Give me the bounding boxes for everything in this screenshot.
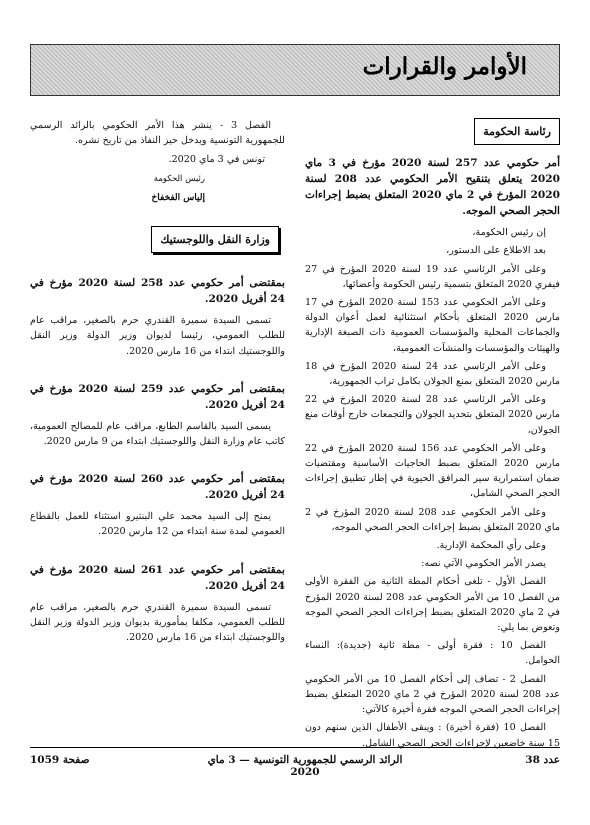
- decree-body: يمنح إلى السيد محمد علي البنتيرو استثناء للعمل بالقطاع العمومي لمدة سنة ابتداء من 12 مارس 2020.: [30, 511, 285, 538]
- decree-body: تسمى السيدة سميرة القندري حرم بالصغير، مراقب عام للطلب العمومي، رئيسا لديوان وزير الدولة وزير النقل واللوجستيك ابتداء من 16 مارس 2020.: [30, 315, 285, 357]
- banner-title: الأوامر والقرارات: [362, 53, 527, 80]
- journal-title: الرائد الرسمي للجمهورية التونسية — 3 ماي 2020: [207, 754, 403, 778]
- transport-section-label: وزارة النقل واللوجستيك: [151, 226, 279, 253]
- decree-paragraph: إن رئيس الحكومة،: [472, 227, 546, 239]
- decree-paragraph: الفصل 10 : فقرة أولى - مطة ثانية (جديدة): النساء الحوامل.: [305, 640, 560, 667]
- decree-paragraph: الفصل الأول - تلغى أحكام المطة الثانية من الفقرة الأولى من الفصل 10 من الأمر الحكومي عدد 208 لسنة 2020 المؤرخ في 2 ماي 2020 المتعلق بضبط إجراءات الحجر الصحي الموجه وتعوض بما يلي:: [305, 576, 561, 634]
- signer-name: إلياس الفخفاخ: [151, 192, 205, 203]
- decree-heading: بمقتضى أمر حكومي عدد 259 لسنة 2020 مؤرخ في 24 أفريل 2020.: [30, 382, 286, 411]
- left-column: [30, 118, 285, 648]
- footer-divider: [30, 747, 560, 748]
- place-date: تونس في 3 ماي 2020.: [168, 154, 265, 166]
- page-number: صفحة 1059: [30, 754, 90, 766]
- right-column: [305, 118, 560, 754]
- decree-261: [30, 562, 285, 646]
- decree-paragraph: وعلى الأمر الحكومي عدد 208 لسنة 2020 المؤرخ في 2 ماي 2020 المتعلق بضبط إجراءات الحجر الصحي الموجه،: [305, 506, 560, 533]
- decree-paragraph: وعلى الأمر الحكومي عدد 153 لسنة 2020 المؤرخ في 17 مارس 2020 المتعلق بأحكام استثنائية لعمل أعوان الدولة والجماعات المحلية والمؤسسات العمومية ذات الصبغة الإدارية والهيئات والمؤسسات والمنشآت العمومية،: [305, 297, 560, 354]
- decree-body: تسمى السيدة سميرة القندري حرم بالصغير، مراقب عام للطلب العمومي، مكلفا بمأمورية بديوان وزير الدولة وزير النقل واللوجستيك ابتداء من 16 مارس 2020.: [30, 601, 285, 644]
- decree-paragraph: وعلى الأمر الحكومي عدد 156 لسنة 2020 المؤرخ في 22 مارس 2020 المتعلق بضبط الحاجيات الأساسية ومقتضيات ضمان استمرارية سير المرافق الحيوية في إطار تطبيق إجراءات الحجر الصحي الشامل،: [305, 442, 560, 500]
- decree-paragraph: بعد الاطلاع على الدستور،: [446, 245, 546, 257]
- presidency-section-label: رئاسة الحكومة: [474, 118, 560, 145]
- decree-heading: بمقتضى أمر حكومي عدد 261 لسنة 2020 مؤرخ في 24 أفريل 2020.: [30, 563, 286, 592]
- decree-paragraph: يصدر الأمر الحكومي الآتي نصه:: [421, 558, 546, 570]
- decree-257-heading: أمر حكومي عدد 257 لسنة 2020 مؤرخ في 3 ماي 2020 يتعلق بتنقيح الأمر الحكومي عدد 208 لسنة 2020 المؤرخ في 2 ماي 2020 المتعلق بضبط إجراءات الحجر الصحي الموجه.: [305, 157, 561, 218]
- decree-heading: بمقتضى أمر حكومي عدد 260 لسنة 2020 مؤرخ في 24 أفريل 2020.: [30, 473, 286, 502]
- decree-paragraph: وعلى الأمر الرئاسي عدد 24 لسنة 2020 المؤرخ في 18 مارس 2020 المتعلق بمنع الجولان بكامل تراب الجمهورية،: [305, 360, 560, 388]
- decree-paragraph: وعلى رأي المحكمة الإدارية.: [436, 540, 546, 552]
- decree-260: [30, 471, 285, 539]
- decree-paragraph: وعلى الأمر الرئاسي عدد 28 لسنة 2020 المؤرخ في 22 مارس 2020 المتعلق بتحديد الجولان والتجمعات خارج أوقات منع الجولان،: [305, 394, 560, 436]
- article-3: الفصل 3 - ينشر هذا الأمر الحكومي بالرائد الرسمي للجمهورية التونسية ويدخل حيز النفاذ من تاريخ نشره.: [30, 120, 285, 147]
- decree-paragraph: الفصل 10 (فقرة أخيرة) : ويبقى الأطفال الذين سنهم دون 15 سنة خاضعين لإجراءات الحجر الصحي الشامل.: [305, 722, 560, 749]
- section-banner: [30, 44, 560, 96]
- signer-title: رئيس الحكومة: [153, 173, 205, 184]
- decree-heading: بمقتضى أمر حكومي عدد 258 لسنة 2020 مؤرخ في 24 أفريل 2020.: [30, 277, 286, 306]
- decree-259: [30, 381, 285, 449]
- issue-number: عدد 38: [525, 754, 560, 766]
- decree-paragraph: وعلى الأمر الرئاسي عدد 19 لسنة 2020 المؤرخ في 27 فيفري 2020 المتعلق بتسمية رئيس الحكومة وأعضائها،: [305, 263, 560, 290]
- decree-body: يسمى السيد بالقاسم الطابع، مراقب عام للمصالح العمومية، كاتب عام وزارة النقل واللوجستيك ابتداء من 9 مارس 2020.: [30, 420, 285, 448]
- decree-258: [30, 275, 285, 359]
- decree-paragraph: الفصل 2 - تضاف إلى أحكام الفصل 10 من الأمر الحكومي عدد 208 لسنة 2020 المؤرخ في 2 ماي 2020 المتعلق بضبط إجراءات الحجر الصحي الموجه فقرة أخيرة كالآتي:: [305, 673, 560, 716]
